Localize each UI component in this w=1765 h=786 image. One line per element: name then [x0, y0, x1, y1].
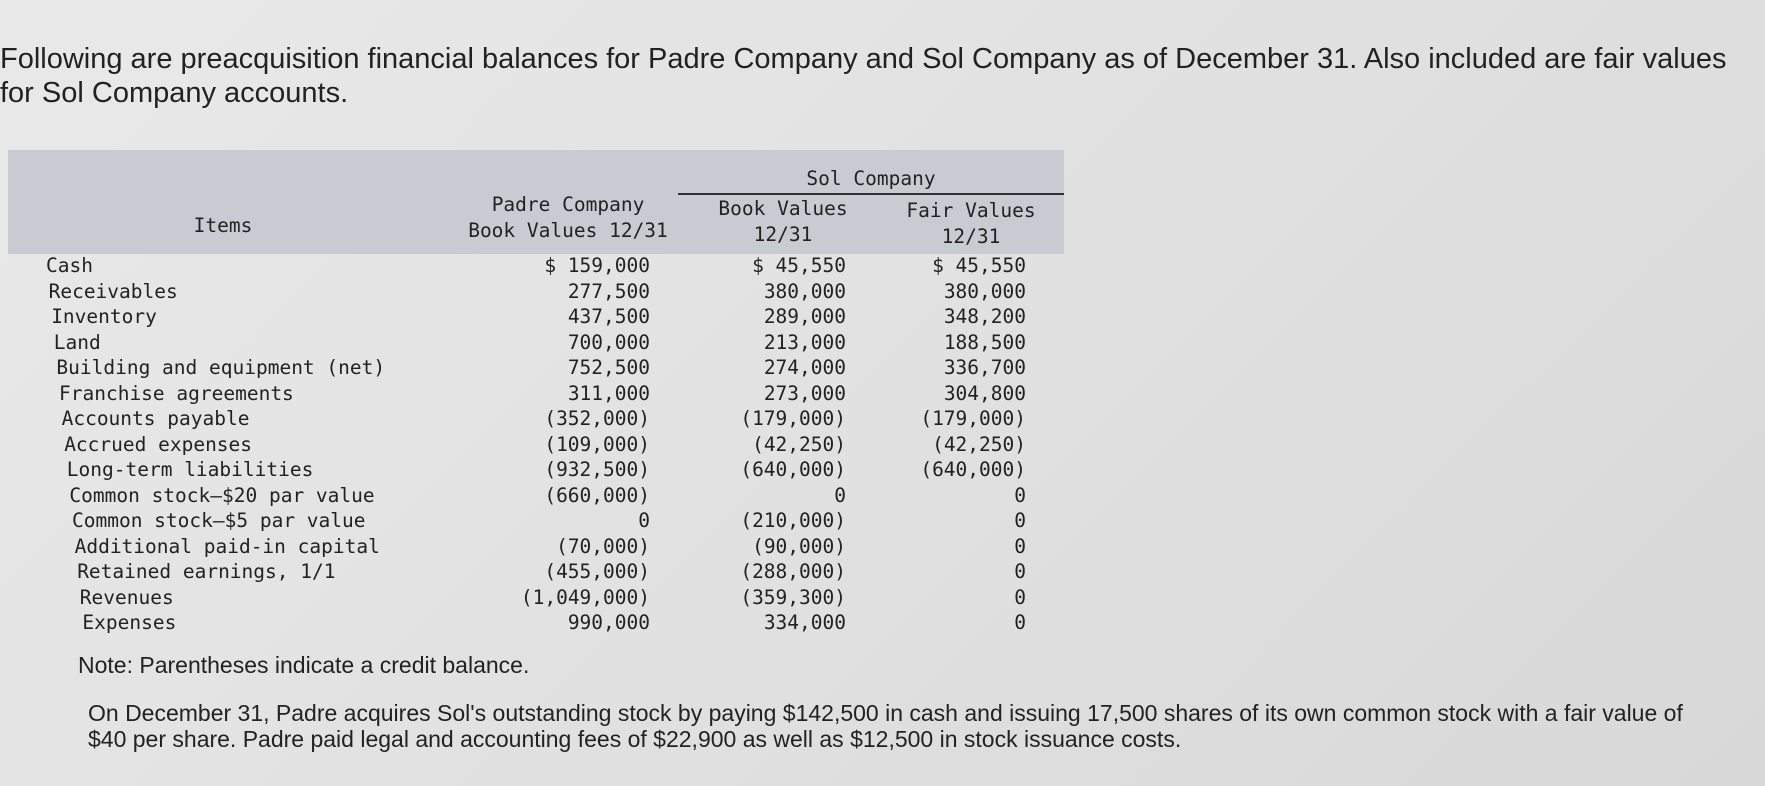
- header-sol-company: Sol Company: [806, 167, 936, 190]
- header-book-line1: Book Values: [718, 197, 848, 220]
- table-row: [8, 279, 1064, 305]
- sol-book-value-cell: 289,000: [763, 305, 846, 328]
- header-book-line2: 12/31: [753, 223, 813, 246]
- sol-fair-value-cell: 336,700: [943, 356, 1026, 379]
- padre-value-cell: (70,000): [556, 534, 650, 558]
- sol-book-value-cell: 274,000: [763, 356, 846, 379]
- sol-book-value-cell: (359,300): [740, 585, 846, 609]
- item-cell: Receivables: [48, 279, 178, 303]
- outro-paragraph: On December 31, Padre acquires Sol's outstanding stock by paying $142,500 in cash and issuing 17,500 shares of its own common stock with a fair value of $40 per share. Padre paid legal and accounting fees of $22,900 as well as $12,500 in stock issuance costs.: [88, 700, 1683, 752]
- table-row: [8, 330, 1064, 356]
- item-cell: Additional paid-in capital: [74, 534, 380, 558]
- item-cell: Common stock—$5 par value: [72, 509, 366, 532]
- sol-book-value-cell: (90,000): [752, 534, 846, 558]
- table-row: [8, 508, 1064, 534]
- sol-fair-value-cell: 0: [1014, 534, 1026, 558]
- item-cell: Common stock—$20 par value: [69, 483, 375, 507]
- padre-value-cell: (352,000): [544, 407, 650, 430]
- table-row: [8, 457, 1064, 483]
- sol-book-value-cell: (42,250): [752, 432, 846, 456]
- item-cell: Cash: [46, 254, 93, 277]
- padre-value-cell: $ 159,000: [544, 254, 650, 277]
- padre-value-cell: (932,500): [544, 458, 650, 481]
- table-row: [8, 559, 1064, 585]
- item-cell: Accounts payable: [61, 407, 250, 430]
- padre-value-cell: (660,000): [544, 483, 650, 507]
- padre-value-cell: (1,049,000): [520, 585, 650, 609]
- padre-value-cell: 752,500: [567, 356, 650, 379]
- item-cell: Land: [53, 330, 101, 354]
- sol-book-value-cell: (179,000): [740, 407, 846, 430]
- sol-fair-value-cell: 380,000: [943, 279, 1026, 303]
- intro-paragraph: Following are preacquisition financial balances for Padre Company and Sol Company as of December 31. Also included are fair values for Sol Company accounts.: [0, 43, 1727, 109]
- sol-book-value-cell: $ 45,550: [752, 254, 846, 277]
- sol-fair-value-cell: 348,200: [943, 305, 1026, 328]
- sol-book-value-cell: 380,000: [763, 279, 846, 303]
- table-row: [8, 585, 1064, 611]
- sol-fair-value-cell: 0: [1014, 509, 1026, 532]
- header-fair-line2: 12/31: [941, 225, 1001, 248]
- sol-book-value-cell: 213,000: [763, 330, 846, 354]
- note-text: Note: Parentheses indicate a credit balance.: [78, 652, 530, 678]
- table-row: [8, 253, 1064, 279]
- item-cell: Retained earnings, 1/1: [77, 560, 336, 583]
- sol-fair-value-cell: 304,800: [943, 381, 1026, 405]
- header-padre-line2: Book Values 12/31: [468, 219, 668, 242]
- sol-book-value-cell: (288,000): [740, 560, 846, 583]
- sol-fair-value-cell: $ 45,550: [932, 254, 1026, 277]
- padre-value-cell: 990,000: [567, 611, 650, 634]
- sol-fair-value-cell: (42,250): [932, 432, 1026, 456]
- sol-fair-value-cell: 0: [1014, 483, 1026, 507]
- sol-book-value-cell: (640,000): [740, 458, 846, 481]
- item-cell: Revenues: [79, 585, 174, 609]
- padre-value-cell: 277,500: [567, 279, 650, 303]
- sol-fair-value-cell: (640,000): [920, 458, 1026, 481]
- sol-company-rule: [678, 193, 1064, 195]
- table-row: [8, 483, 1064, 509]
- sol-book-value-cell: 273,000: [763, 381, 846, 405]
- padre-value-cell: 0: [638, 509, 650, 532]
- padre-value-cell: 311,000: [567, 381, 650, 405]
- padre-value-cell: (455,000): [544, 560, 650, 583]
- padre-value-cell: 437,500: [567, 305, 650, 328]
- sol-fair-value-cell: 188,500: [943, 330, 1026, 354]
- sol-fair-value-cell: 0: [1014, 585, 1026, 609]
- sol-book-value-cell: 0: [834, 483, 846, 507]
- item-cell: Building and equipment (net): [56, 356, 386, 379]
- header-items: Items: [193, 214, 253, 237]
- table-row: [8, 381, 1064, 407]
- sol-fair-value-cell: (179,000): [920, 407, 1026, 430]
- header-padre-line1: Padre Company: [491, 193, 645, 216]
- header-fair-line1: Fair Values: [906, 199, 1036, 222]
- sol-book-value-cell: 334,000: [763, 611, 846, 634]
- table-row: [8, 534, 1064, 560]
- table-row: [8, 304, 1064, 330]
- table-row: [8, 355, 1064, 381]
- table-row: [8, 432, 1064, 458]
- item-cell: Franchise agreements: [59, 381, 294, 405]
- item-cell: Accrued expenses: [64, 432, 253, 456]
- sol-fair-value-cell: 0: [1014, 560, 1026, 583]
- sol-fair-value-cell: 0: [1014, 611, 1026, 634]
- table-row: [8, 610, 1064, 636]
- table-row: [8, 406, 1064, 432]
- padre-value-cell: 700,000: [567, 330, 650, 354]
- item-cell: Expenses: [82, 611, 177, 634]
- item-cell: Inventory: [51, 305, 157, 328]
- sol-book-value-cell: (210,000): [740, 509, 846, 532]
- item-cell: Long-term liabilities: [66, 458, 314, 481]
- padre-value-cell: (109,000): [544, 432, 650, 456]
